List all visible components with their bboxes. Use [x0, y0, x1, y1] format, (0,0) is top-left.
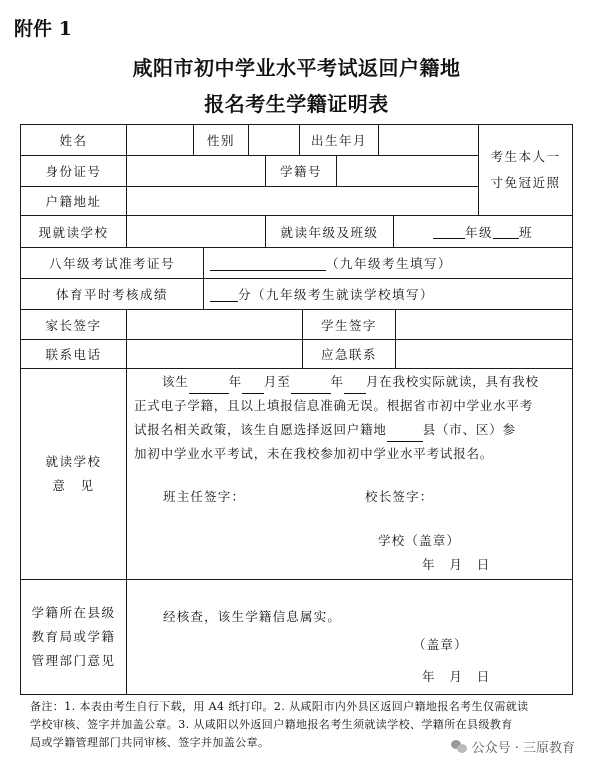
gender-label: 性别 — [206, 133, 235, 148]
bureau-opinion-label — [21, 580, 126, 694]
bureau-line2: 教育局或学籍 — [31, 629, 116, 644]
bureau-opinion-text: 经核查，该生学籍信息属实。 — [163, 609, 342, 624]
watermark-text: 公众号 · 三原教育 — [471, 741, 575, 756]
watermark — [451, 737, 575, 756]
parent-sign-field[interactable] — [127, 310, 302, 339]
pe-score-field[interactable] — [204, 279, 572, 309]
bureau-seal-label: （盖章） — [413, 637, 468, 652]
emergency-label: 应急联系 — [320, 347, 377, 362]
birth-label: 出生年月 — [310, 133, 367, 148]
school-opinion-text: 该生 年 月至 年 月在我校实际就读，具有我校 正式电子学籍，且以上填报信息准确无误。根据省市初中学业水平考 试报名相关政策，该生自愿选择返回户籍地 县（市、区）参 加初中学业水平考试，未在我校参加初中学业水平考试报名。 — [134, 374, 539, 461]
parent-sign-label: 家长签字 — [45, 317, 102, 333]
grade-class-label: 就读年级及班级 — [280, 224, 379, 240]
school-opinion-label — [21, 369, 126, 579]
emergency-field[interactable] — [396, 340, 572, 368]
photo-label-line1: 考生本人一 — [490, 149, 561, 164]
grade-class-field[interactable] — [394, 216, 572, 247]
school-opinion-line2: 意 见 — [52, 478, 95, 493]
photo-box — [479, 125, 572, 215]
photo-label-line2: 寸免冠近照 — [490, 175, 561, 190]
school-seal-label: 学校（盖章） — [378, 533, 461, 548]
hukou-field[interactable] — [127, 187, 478, 215]
student-no-label: 学籍号 — [279, 164, 322, 179]
gender-field[interactable] — [249, 125, 299, 155]
school-label: 现就读学校 — [38, 224, 109, 240]
school-opinion-line1: 就读学校 — [45, 454, 102, 469]
pe-score-label: 体育平时考核成绩 — [55, 287, 168, 302]
exam-ticket-label: 八年级考试准考证号 — [48, 256, 175, 271]
bureau-opinion-date: 年 月 日 — [422, 669, 491, 684]
pe-unit: 分 — [238, 287, 253, 302]
note-line2: 学校审核、签字并加盖公章。3. 从咸阳以外返回户籍地报名考生须就读学校、学籍所在县级教育 — [30, 718, 513, 731]
grade-word: 年级 — [464, 224, 493, 240]
wechat-icon — [451, 740, 467, 753]
hukou-label: 户籍地址 — [45, 194, 102, 209]
phone-label: 联系电话 — [45, 347, 102, 362]
exam-ticket-note: （九年级考生填写） — [326, 256, 453, 271]
school-field[interactable] — [127, 216, 265, 247]
phone-field[interactable] — [127, 340, 302, 368]
note-line3: 局或学籍管理部门共同审核、签字并加盖公章。 — [30, 736, 270, 749]
student-sign-field[interactable] — [396, 310, 572, 339]
id-label: 身份证号 — [45, 164, 102, 179]
class-word: 班 — [519, 224, 534, 240]
student-no-field[interactable] — [337, 156, 478, 186]
name-field[interactable] — [127, 125, 193, 155]
bureau-line1: 学籍所在县级 — [31, 605, 116, 620]
form-title-line2: 报名考生学籍证明表 — [204, 92, 389, 116]
form-title-line1: 咸阳市初中学业水平考试返回户籍地 — [132, 56, 461, 80]
name-label: 姓名 — [59, 133, 88, 148]
student-sign-label: 学生签字 — [320, 317, 377, 333]
school-opinion-date: 年 月 日 — [422, 557, 491, 572]
principal-sign: 校长签字： — [365, 489, 434, 504]
attachment-label: 附件 1 — [14, 18, 72, 40]
exam-ticket-field[interactable] — [204, 248, 572, 278]
birth-field[interactable] — [379, 125, 478, 155]
bureau-line3: 管理部门意见 — [31, 653, 116, 668]
note-line1: 备注：1. 本表由考生自行下载，用 A4 纸打印。2. 从咸阳市内外县区返回户籍地报名考生仅需就读 — [30, 700, 529, 713]
pe-note: （九年级考生就读学校填写） — [252, 287, 435, 302]
head-teacher-sign: 班主任签字： — [163, 489, 246, 504]
id-field[interactable] — [127, 156, 265, 186]
